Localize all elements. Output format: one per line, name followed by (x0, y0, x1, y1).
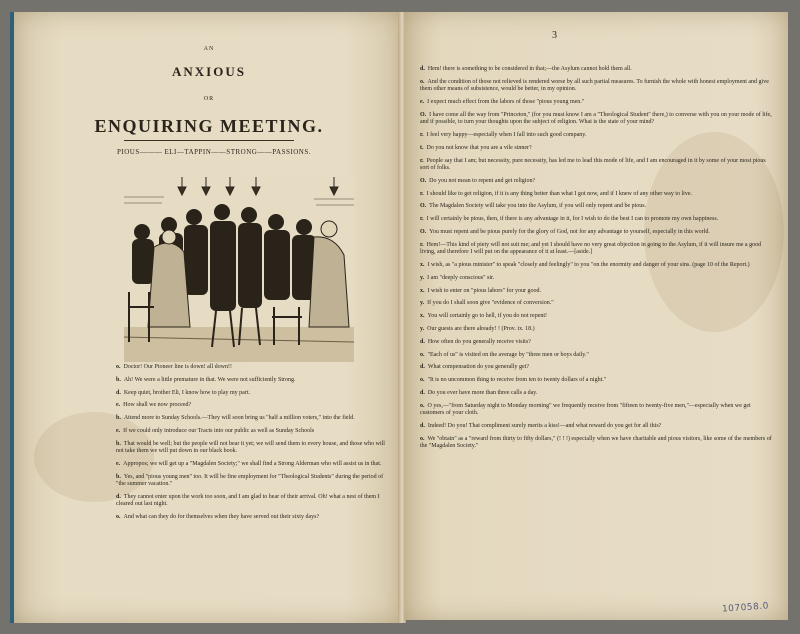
engraving-illustration (124, 177, 354, 362)
dialogue-paragraph: d. What compensation do you generally get? (420, 364, 529, 371)
dialogue-paragraph: e. Appropos; we will get up a "Magdalen Society;" we shall find a Strong Alderman who will assist us in that. (116, 460, 382, 467)
dialogue-paragraph: o. O yes,—"from Saturday night to Monday morning" we frequently receive from "fifteen to twenty-five men,"—especially when we get customers of your cloth. (420, 402, 751, 417)
dialogue-paragraph: x. You will certainly go to hell, if you do not repent! (420, 313, 548, 320)
page-number: 3 (552, 30, 557, 41)
dialogue-paragraph: O. I have come all the way from "Princeton," (for you must know I am a "Theological Student" there,) to converse with you on your mode of life, and if possible, to turn your thoughts upon the subject of religion. What is the state of your mind? (420, 111, 772, 126)
left-page (10, 12, 404, 623)
dialogue-paragraph: d. Keep quiet, brother Eli, I know how to play my part. (116, 389, 250, 396)
dialogue-paragraph: e. I expect much effect from the labors of those "pious young men." (420, 99, 585, 105)
title-rule (124, 140, 294, 141)
dialogue-paragraph: r. I will certainly be pious, then, if there is any advantage in it, for I wish to do the best I can to promote my own happiness. (420, 216, 719, 223)
dialogue-paragraph: d. Hem! there is something to be considered in that;—the Asylum cannot hold them all. (420, 66, 632, 72)
dialogue-paragraph: r. Hem!—This kind of piety will not suit me; and yet I should have no very great objection in going to the Asylum, if it will insure me a good living, and therefore I will put on the appearance of it at least.—[aside.] (420, 241, 762, 256)
dialogue-paragraph: y. I am "deeply conscious" sir. (420, 274, 495, 281)
dialogue-paragraph: o. "It is no uncommon thing to receive from ten to twenty dollars of a night." (420, 377, 607, 384)
dialogue-paragraph: b. Attend more to Sunday Schools.—They will soon bring us "half a million voters," into the field. (116, 415, 355, 422)
page-title: ENQUIRING MEETING. (94, 116, 324, 136)
dialogue-paragraph: o. We "obtain" as a "reward from thirty to fifty dollars," (! ! !) especially when we have charitable and pious visitors, like some of the members of the "Magdalen Society." (420, 435, 772, 450)
dialogue-paragraph: b. That would be well; but the people will not bear it yet; we will send them to every house, and those who will not take them we will put down in our black book. (116, 440, 385, 455)
dialogue-paragraph: d. They cannot enter upon the work too soon, and I am glad to hear of their arrival. Oh! what a nest of them I cleared out last night. (116, 493, 380, 508)
dialogue-paragraph: O. Do you not mean to repent and get religion? (420, 177, 536, 184)
catalog-stamp: 107058.0 (721, 601, 770, 615)
right-page-text (420, 66, 776, 456)
dialogue-paragraph: o. Doctor! Our Pioneer line is down! all down!! (116, 364, 232, 370)
dialogue-paragraph: d. Indeed! Do you! That compliment surely merits a kiss!—and what reward do you get for all this? (420, 422, 662, 429)
dialogue-paragraph: y. If you do I shall soon give "evidence of conversion." (420, 300, 554, 307)
dialogue-paragraph: r. I should like to get religion, if it is any thing better than what I got now, and if I knew of any other way to live. (420, 190, 693, 197)
dialogue-paragraph: e. How shall we now proceed? (116, 402, 192, 409)
right-page (404, 12, 788, 620)
dialogue-paragraph: x. I wish to enter on "pious labors" for your good. (420, 287, 542, 294)
heading-anxious: ANXIOUS (172, 64, 246, 79)
cast-line: PIOUS——— ELI—TAPPIN——STRONG——PASSIONS. (117, 148, 311, 156)
dialogue-paragraph: x. I wish, as "a pious minister" to speak "closely and feelingly" to you "on the enormity and danger of your sins. (page 10 of the Report.) (420, 261, 750, 268)
dialogue-paragraph: O. You must repent and be pious purely for the glory of God, not for any advantage to yourself, especially in this world. (420, 228, 710, 235)
dialogue-paragraph: t. Do you not know that you are a vile sinner? (420, 144, 532, 151)
dialogue-paragraph: d. How often do you generally receive visits? (420, 338, 531, 345)
dialogue-paragraph: r. People say that I am; but necessity, pure necessity, has led me to lead this mode of life, and I am encouraged in it by some of your most pious sort of folks. (420, 157, 766, 171)
dialogue-paragraph: d. Do you ever have more than three calls a day. (420, 389, 538, 396)
heading-or: OR (203, 96, 215, 102)
left-page-text (116, 364, 386, 527)
dialogue-paragraph: o. And the condition of those not relieved is rendered worse by all such partial measures. To furnish the whole with honest employment and give them other means of subsistence, would be better, in my opinion. (420, 78, 769, 93)
dialogue-paragraph: r. I feel very happy—especially when I fall into such good company. (420, 132, 587, 138)
dialogue-paragraph: b. Yes, and "pious young men" too. It will be fine employment for "Theological Students" during the period of "the summer vacation." (116, 473, 384, 488)
dialogue-paragraph: o. And what can they do for themselves when they have served out their sixty days? (116, 514, 320, 521)
dialogue-paragraph: y. Our guests are there already! ! (Prov. ix. 18.) (420, 325, 535, 332)
heading-an: AN (203, 46, 215, 52)
dialogue-paragraph: o. "Each of us" is visited on the average by "three men or boys daily." (420, 351, 589, 358)
dialogue-paragraph: e. If we could only introduce our Tracts into our public as well as Sunday Schools (116, 427, 315, 434)
dialogue-paragraph: b. Ah! We were a little premature in that. We were not sufficiently Strong. (116, 376, 296, 383)
dialogue-paragraph: O. The Magdalen Society will take you into the Asylum, if you will only repent and be pious. (420, 203, 647, 210)
